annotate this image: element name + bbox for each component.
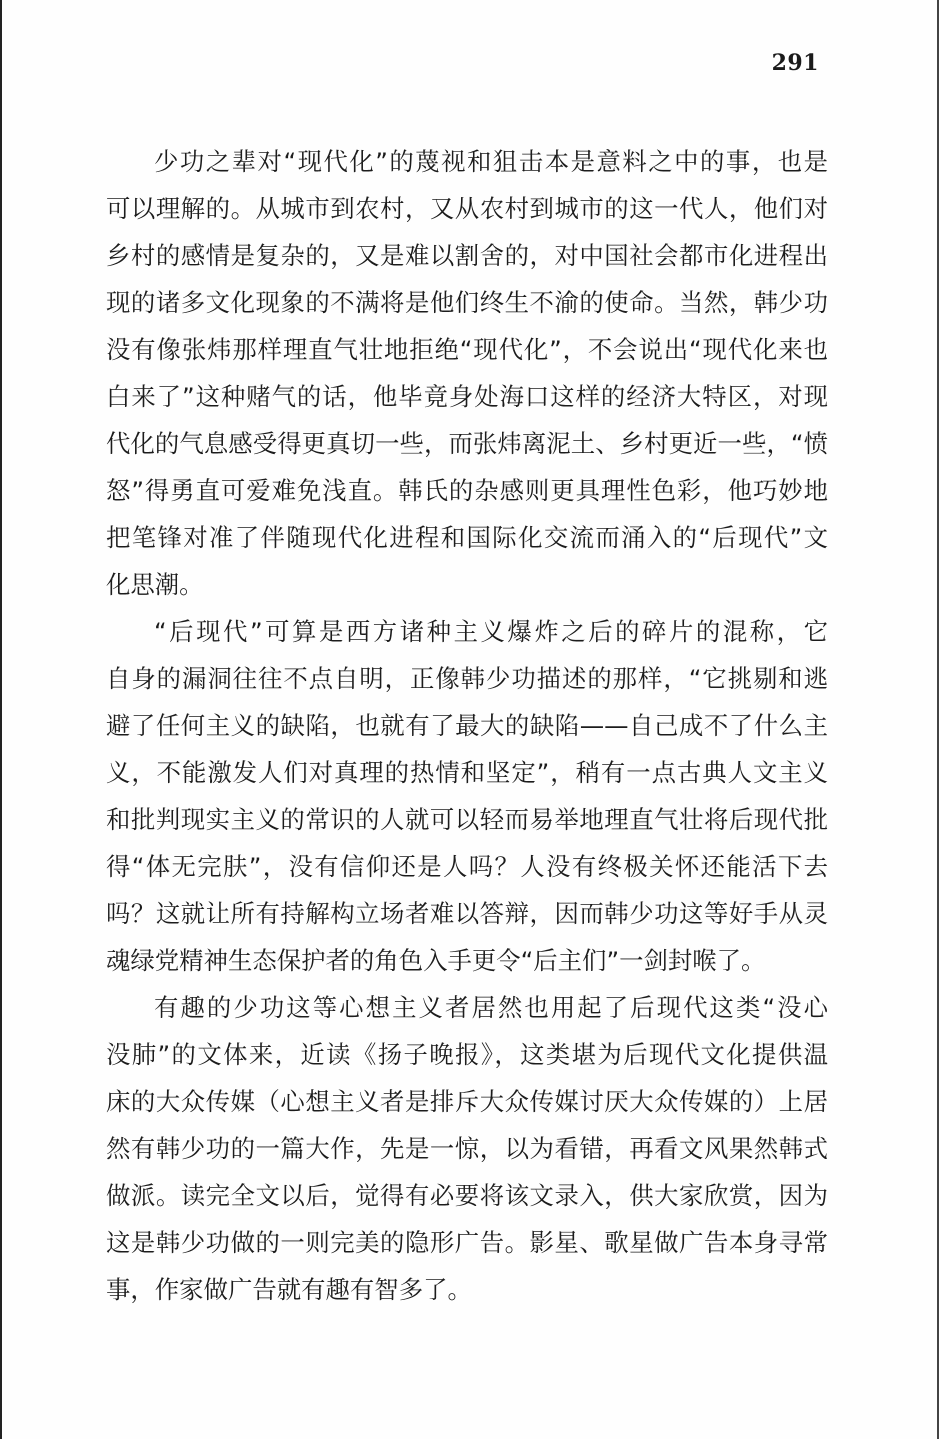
text-line: 义，不能激发人们对真理的热情和坚定”，稍有一点古典人文主义 — [106, 758, 828, 787]
text-line: 和批判现实主义的常识的人就可以轻而易举地理直气壮将后现代批 — [106, 805, 828, 834]
text-line: 避了任何主义的缺陷，也就有了最大的缺陷——自己成不了什么主 — [106, 711, 828, 740]
text-line: 化思潮。 — [106, 570, 204, 599]
text-line: 自身的漏洞往往不点自明，正像韩少功描述的那样，“它挑剔和逃 — [106, 664, 828, 693]
paragraph — [106, 984, 828, 1313]
text-line: 得“体无完肤”，没有信仰还是人吗？人没有终极关怀还能活下去 — [106, 852, 828, 881]
text-line: 吗？这就让所有持解构立场者难以答辩，因而韩少功这等好手从灵 — [106, 899, 828, 928]
text-line: 没肺”的文体来，近读《扬子晚报》，这类堪为后现代文化提供温 — [106, 1040, 828, 1069]
text-line: 怒”得勇直可爱难免浅直。韩氏的杂感则更具理性色彩，他巧妙地 — [106, 476, 828, 505]
paragraph — [106, 608, 828, 984]
text-line: 把笔锋对准了伴随现代化进程和国际化交流而涌入的“后现代”文 — [106, 523, 828, 552]
text-line: 然有韩少功的一篇大作，先是一惊，以为看错，再看文风果然韩式 — [106, 1134, 828, 1163]
text-line: “后现代”可算是西方诸种主义爆炸之后的碎片的混称，它 — [154, 617, 828, 646]
text-line: 代化的气息感受得更真切一些，而张炜离泥土、乡村更近一些，“愤 — [106, 429, 828, 458]
text-line: 少功之辈对“现代化”的蔑视和狙击本是意料之中的事，也是 — [154, 147, 828, 176]
text-line: 白来了”这种赌气的话，他毕竟身处海口这样的经济大特区，对现 — [106, 382, 828, 411]
paragraph — [106, 138, 828, 608]
text-line: 魂绿党精神生态保护者的角色入手更令“后主们”一剑封喉了。 — [106, 946, 766, 975]
page-number: 291 — [771, 50, 819, 76]
text-line: 可以理解的。从城市到农村，又从农村到城市的这一代人，他们对 — [106, 194, 828, 223]
text-line: 乡村的感情是复杂的，又是难以割舍的，对中国社会都市化进程出 — [106, 241, 828, 270]
text-line: 没有像张炜那样理直气壮地拒绝“现代化”，不会说出“现代化来也 — [106, 335, 828, 364]
text-line: 床的大众传媒（心想主义者是排斥大众传媒讨厌大众传媒的）上居 — [106, 1087, 828, 1116]
text-line: 做派。读完全文以后，觉得有必要将该文录入，供大家欣赏，因为 — [106, 1181, 828, 1210]
text-line: 这是韩少功做的一则完美的隐形广告。影星、歌星做广告本身寻常 — [106, 1228, 828, 1257]
text-line: 有趣的少功这等心想主义者居然也用起了后现代这类“没心 — [154, 993, 828, 1022]
body-text — [106, 138, 828, 1313]
text-line: 现的诸多文化现象的不满将是他们终生不渝的使命。当然，韩少功 — [106, 288, 828, 317]
text-line: 事，作家做广告就有趣有智多了。 — [106, 1275, 472, 1304]
